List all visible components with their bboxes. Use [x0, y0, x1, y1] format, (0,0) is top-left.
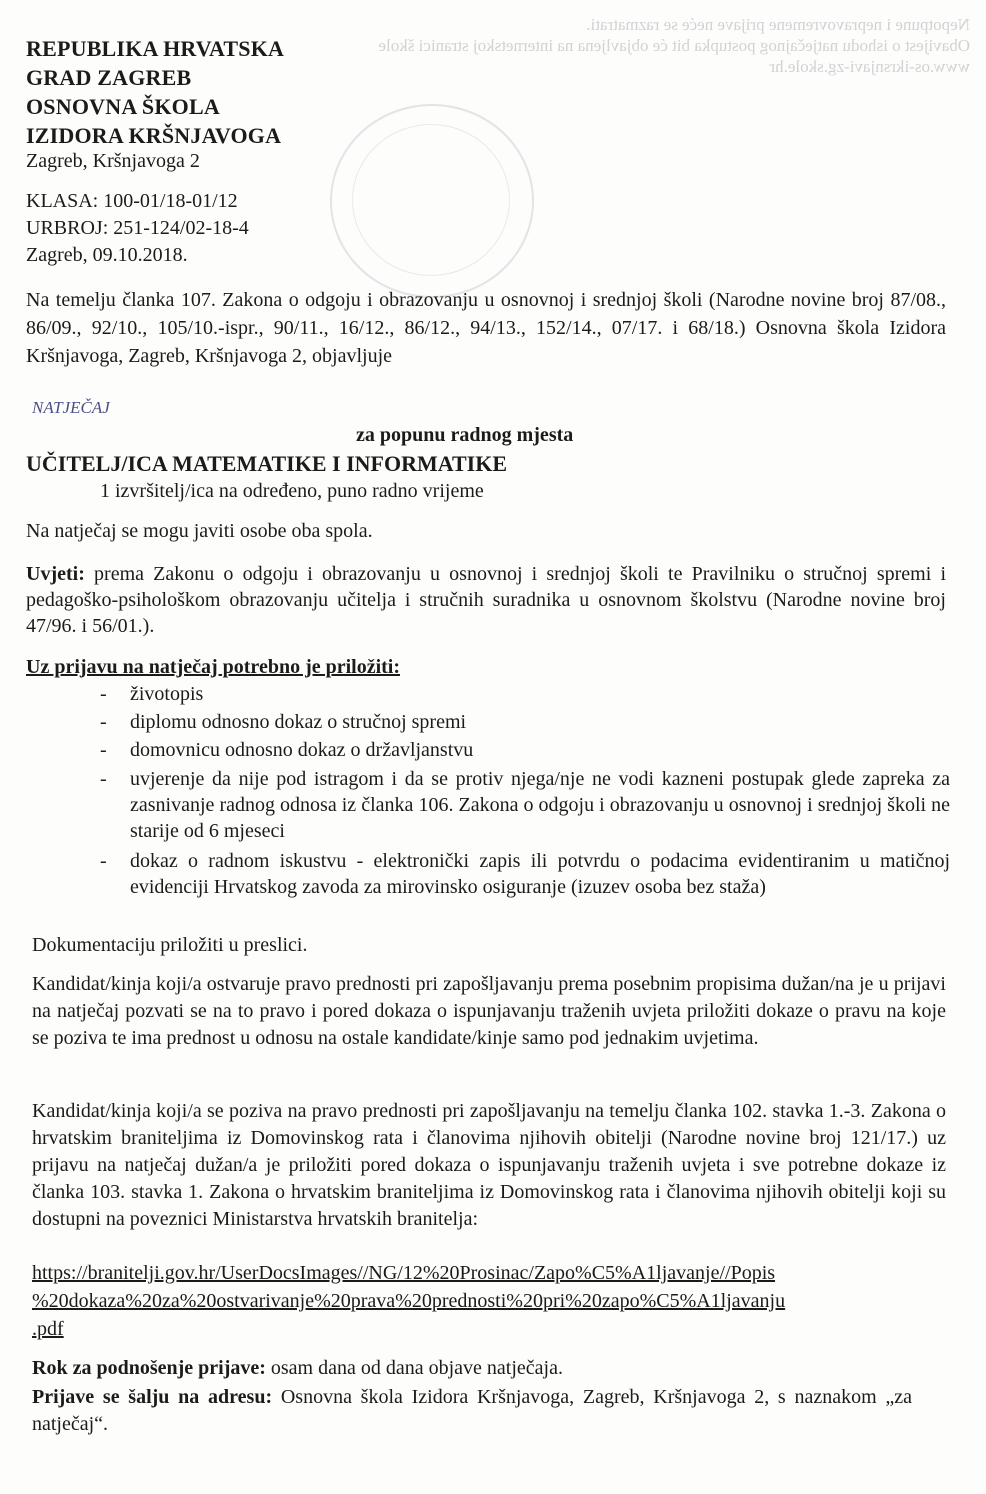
bleed-line: Nepotpune i nepravovremene prijave neće se razmatrati.	[586, 15, 970, 34]
attachments-heading: Uz prijavu na natječaj potrebno je priložiti:	[26, 656, 401, 678]
header-line-republic: REPUBLIKA HRVATSKA	[26, 36, 285, 61]
link-line-2[interactable]: %20dokaza%20za%20ostvarivanje%20prava%20prednosti%20pri%20zapo%C5%A1ljavanju	[32, 1290, 786, 1312]
header-line-school: OSNOVNA ŠKOLA	[26, 94, 220, 119]
conditions-paragraph	[26, 561, 946, 639]
list-dash: -	[100, 683, 107, 705]
bleed-through-text	[378, 14, 970, 77]
list-item-text: dokaz o radnom iskustvu - elektronički zapis ili potvrdu o podacima evidentiranim u matičnoj evidenciji Hrvatskog zavoda za mirovinsko osiguranje (izuzev osoba bez staža)	[130, 850, 950, 898]
header-address: Zagreb, Kršnjavoga 2	[26, 150, 200, 172]
list-dash: -	[100, 711, 107, 733]
deadline-label: Rok za podnošenje prijave:	[32, 1357, 266, 1379]
klasa: KLASA: 100-01/18-01/12	[26, 190, 238, 212]
header-line-school-name: IZIDORA KRŠNJAVOGA	[26, 123, 282, 148]
list-dash: -	[100, 768, 107, 790]
list-item-text: domovnicu odnosno dokaz o državljanstvu	[130, 739, 474, 761]
list-dash: -	[100, 850, 107, 872]
priority-general-paragraph: Kandidat/kinja koji/a ostvaruje pravo prednosti pri zapošljavanju prema posebnim propisima dužan/na je u prijavi na natječaj pozvati se na to pravo i pored dokaza o ispunjavanju traženih uvjeta priložiti dokaze o pravu na koje se poziva te ima prednost u odnosu na ostale kandidate/kinje samo pod jednakim uvjetima.	[32, 973, 946, 1049]
document-date: Zagreb, 09.10.2018.	[26, 244, 188, 266]
position-title: UČITELJ/ICA MATEMATIKE I INFORMATIKE	[26, 451, 507, 476]
header-line-city: GRAD ZAGREB	[26, 65, 192, 90]
both-sexes-note: Na natječaj se mogu javiti osobe oba spola.	[26, 520, 373, 542]
list-item-text: diplomu odnosno dokaz o stručnoj spremi	[130, 711, 467, 733]
list-dash: -	[100, 739, 107, 761]
intro-paragraph: Na temelju članka 107. Zakona o odgoju i obrazovanju u osnovnoj i srednjoj školi (Narodne novine broj 87/08., 86/09., 92/10., 105/10.-ispr., 90/11., 16/12., 86/12., 94/13., 152/14., 07/17. i 68/18.) Osnovna škola Izidora Kršnjavoga, Zagreb, Kršnjavoga 2, objavljuje	[26, 289, 946, 367]
list-item-text: uvjerenje da nije pod istragom i da se protiv njega/nje ne vodi kazneni postupak glede zapreka za zasnivanje radnog odnosa iz članka 106. Zakona o odgoju i obrazovanju u osnovnoj i srednjoj školi ne starije od 6 mjeseci	[130, 768, 950, 842]
address-text: Osnovna škola Izidora Kršnjavoga, Zagreb, Kršnjavoga 2, s naznakom „za natječaj“.	[32, 1386, 913, 1435]
priority-veterans-paragraph: Kandidat/kinja koji/a se poziva na pravo prednosti pri zapošljavanju na temelju članka 102. stavka 1.-3. Zakona o hrvatskim braniteljima iz Domovinskog rata i članovima njihovih obitelji (Narodne novine broj 121/17.) uz prijavu na natječaj dužan/a je priložiti pored dokaza o ispunjavanju traženih uvjeta i sve potrebne dokaze iz članka 103. stavka 1. Zakona o hrvatskim braniteljima iz Domovinskog rata i članovima njihovih obitelji koji su dostupni na poveznici Ministarstva hrvatskih branitelja:	[32, 1100, 946, 1230]
natjecaj-label: NATJEČAJ	[32, 398, 110, 417]
stamp-seal-inner-ghost	[352, 124, 510, 276]
deadline-line	[32, 1357, 563, 1380]
conditions-label: Uvjeti:	[26, 563, 85, 585]
deadline-text: osam dana od dana objave natječaja.	[270, 1357, 563, 1379]
address-paragraph	[32, 1384, 912, 1438]
link-line-1[interactable]: https://branitelji.gov.hr/UserDocsImages//NG/12%20Prosinac/Zapo%C5%A1ljavanje//Popis	[32, 1262, 776, 1284]
address-label: Prijave se šalju na adresu:	[32, 1386, 273, 1408]
bleed-line: Obavijest o ishodu natječajnog postupka bit će objavljena na internetskoj stranici škole	[378, 36, 970, 55]
purpose-line: za popunu radnog mjesta	[356, 424, 574, 446]
position-detail: 1 izvršitelj/ica na određeno, puno radno vrijeme	[100, 480, 484, 502]
copy-note: Dokumentaciju priložiti u preslici.	[32, 934, 308, 956]
link-line-3[interactable]: .pdf	[32, 1318, 64, 1340]
list-item-text: životopis	[130, 683, 204, 705]
bleed-line: www.os-ikrsnjavi-zg.skole.hr	[769, 57, 970, 76]
conditions-text: prema Zakonu o odgoju i obrazovanju u osnovnoj i srednjoj školi te Pravilniku o stručnoj spremi i pedagoško-psihološkom obrazovanju učitelja i stručnih suradnika u osnovnom školstvu (Narodne novine broj 47/96. i 56/01.).	[26, 563, 947, 637]
urbroj: URBROJ: 251-124/02-18-4	[26, 217, 249, 239]
